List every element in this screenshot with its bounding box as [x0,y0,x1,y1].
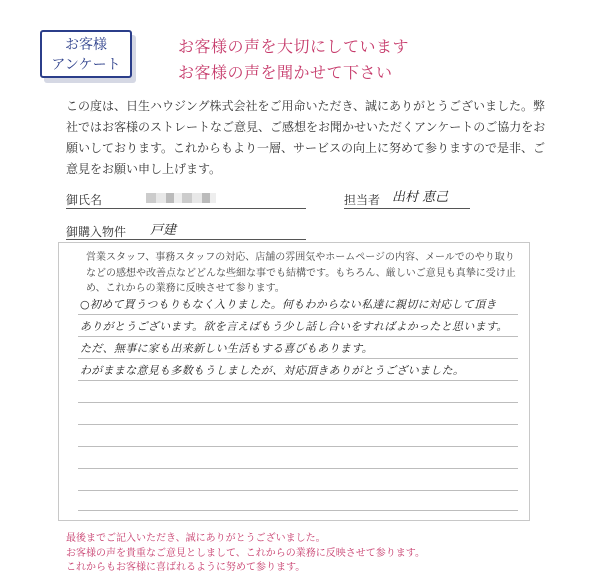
ruled-line [78,402,518,403]
staff-value: 出村 恵己 [392,190,449,205]
property-underline [66,239,306,240]
ruled-line [78,424,518,425]
outro-line-3: これからもお客様に喜ばれるように努めて参ります。 [66,562,306,573]
staff-underline [344,208,470,209]
name-redacted [146,193,216,203]
property-label: 御購入物件 [66,225,127,239]
outro [66,532,425,576]
staff-label: 担当者 [344,193,381,207]
headline-2: お客様の声を聞かせて下さい [178,63,393,82]
ruled-line [78,510,518,511]
ruled-line [78,358,518,359]
headline-1: お客様の声を大切にしています [178,37,410,56]
property-value: 戸建 [150,223,177,238]
ruled-line [78,490,518,491]
comment-line-3: ただ、無事に家も出来新しい生活もする喜びもあります。 [80,342,373,355]
badge-line-1: お客様 [65,37,107,53]
outro-line-2: お客様の声を貴重なご意見としまして、これからの業務に反映させて参ります。 [66,547,425,559]
ruled-line [78,446,518,447]
comment-line-4: わがままな意見も多数もうしましたが、対応頂きありがとうございました。 [80,364,465,377]
ruled-line [78,468,518,469]
comment-line-1: ○初めて買うつもりもなく入りました。何もわからない私達に親切に対応して頂き [80,298,497,311]
name-underline [66,208,306,209]
ruled-line [78,314,518,315]
survey-badge [40,30,132,78]
intro-paragraph: この度は、日生ハウジング株式会社をご用命いただき、誠にありがとうございました。弊社ではお客様のストレートなご意見、ご感想をお聞かせいただくアンケートのご協力をお願いしております。これからもより一層、サービスの向上に努めて参りますので是非、ご意見をお願い申し上げます。 [66,99,546,176]
comment-line-2: ありがとうございます。欲を言えばもう少し話し合いをすればよかったと思います。 [80,320,508,333]
ruled-line [78,336,518,337]
outro-line-1: 最後までご記入いただき、誠にありがとうございました。 [66,533,326,544]
badge-line-2: アンケート [51,57,121,73]
name-label: 御氏名 [66,193,103,207]
ruled-line [78,380,518,381]
comment-prompt: 営業スタッフ、事務スタッフの対応、店舗の雰囲気やホームページの内容、メールでのやり取りなどの感想や改善点などどんな些細な事でも結構です。もちろん、厳しいご意見も真摯に受け止め、これからの業務に反映させて参ります。 [86,252,516,294]
